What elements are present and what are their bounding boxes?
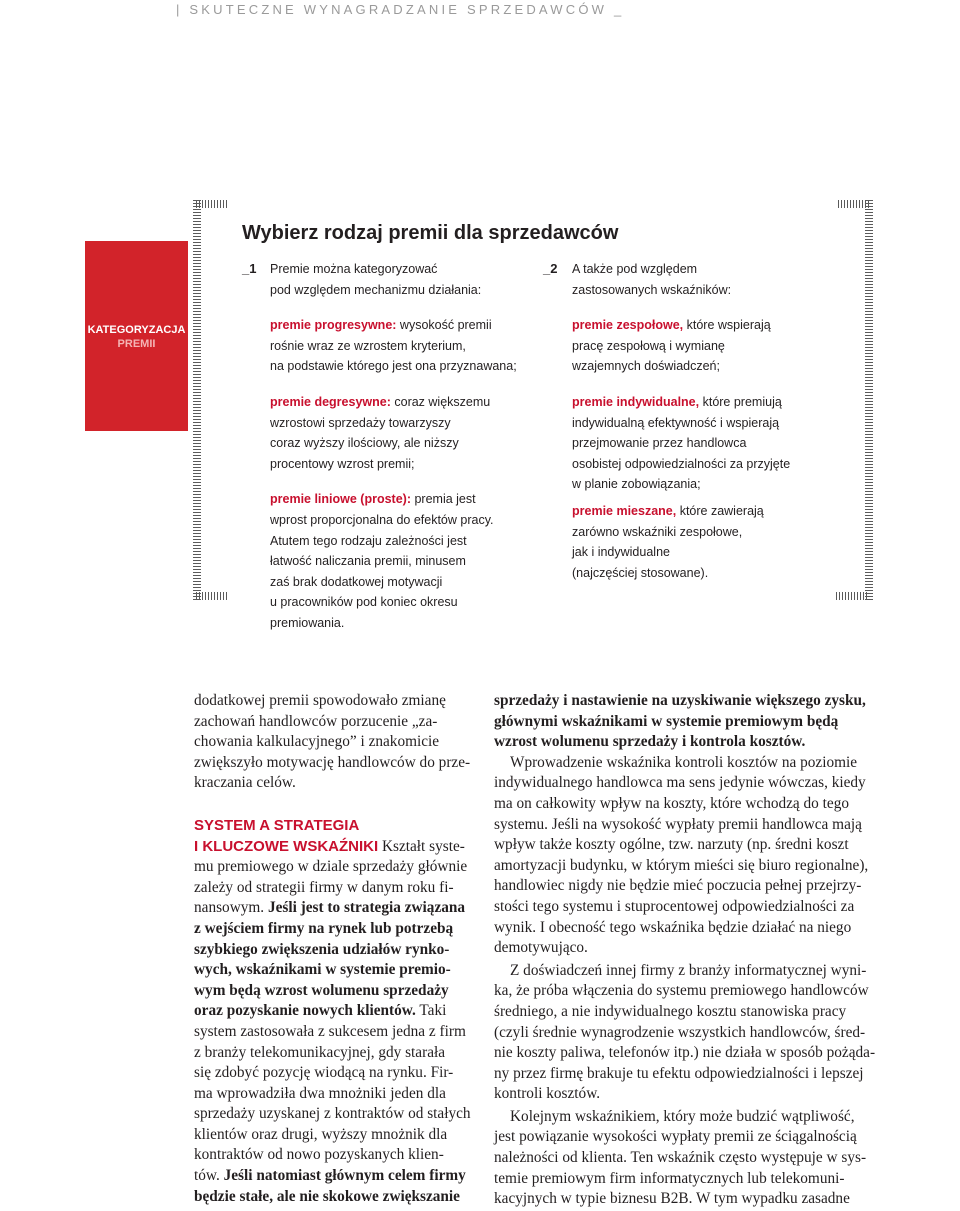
text-line: tów.	[194, 1167, 224, 1185]
item-line: u pracowników pod koniec okresu	[270, 595, 458, 610]
col2-item-zespolowe	[572, 315, 832, 336]
col2-intro-2: zastosowanych wskaźników:	[572, 282, 732, 297]
bold-text: oraz pozyskanie nowych klientów.	[194, 1002, 416, 1020]
section-title: I KLUCZOWE WSKAŹNIKI	[194, 837, 379, 855]
bold-text: wzrost wolumenu sprzedaży i kontrola kosztów.	[494, 733, 806, 751]
bold-text: będzie stałe, ale nie skokowe zwiększanie	[194, 1187, 460, 1205]
left-section	[194, 816, 476, 1207]
text-line: systemu. Jeśli na wysokość wypłaty premii handlowca mają	[494, 815, 862, 833]
box-col-1	[270, 259, 535, 634]
box-col-2	[572, 259, 832, 583]
text-line: nie koszty paliwa, telefonów itp.) nie działa w sposób pożąda-	[494, 1044, 876, 1062]
right-paragraph-1	[494, 691, 876, 753]
bold-text: szybkiego zwiększenia udziałów rynko-	[194, 940, 450, 958]
item-line: wzajemnych doświadczeń;	[572, 359, 720, 374]
item-text: które wspierają	[683, 318, 771, 333]
right-paragraph-2	[494, 753, 876, 959]
item-text: wysokość premii	[396, 318, 492, 333]
col1-item-progresywne	[270, 315, 535, 336]
right-paragraph-4	[494, 1107, 876, 1210]
item-text: coraz większemu	[390, 394, 491, 409]
text-line: kacyjnych w typie biznesu B2B. W tym wypadku zasadne	[494, 1190, 850, 1208]
body-column-left	[194, 691, 476, 1207]
text-line: zachowań handlowców porzucenie „za-	[194, 712, 438, 730]
text-line: Z doświadczeń innej firmy z branży informatycznej wyni-	[510, 961, 867, 979]
text-line: chowania kalkulacyjnego” i znakomicie	[194, 733, 440, 751]
text-line: zwiększyło motywację handlowców do prze-	[194, 753, 471, 771]
text-line: należności od klienta. Ten wskaźnik często występuje w sys-	[494, 1149, 867, 1167]
item-line: zarówno wskaźniki zespołowe,	[572, 524, 743, 539]
text-line: nansowym.	[194, 899, 268, 917]
col2-item-indywidualne	[572, 392, 832, 413]
item-label: premie progresywne:	[270, 318, 397, 333]
text-line: wynik. I obecność tego wskaźnika będzie działać na niego	[494, 918, 852, 936]
text-line: ma wprowadziła dwa mnożniki jeden dla	[194, 1084, 446, 1102]
bold-text: głównymi wskaźnikami w systemie premiowym będą	[494, 712, 839, 730]
text-line: dodatkowej premii spowodowało zmianę	[194, 692, 446, 709]
text-line: Taki	[415, 1002, 447, 1020]
col1-intro-2: pod względem mechanizmu działania:	[270, 282, 482, 297]
text-line: stości tego systemu i stuprocentowej odpowiedzialności za	[494, 897, 855, 915]
text-line: kontraktów od nowo pozyskanych klien-	[194, 1146, 444, 1164]
item-line: wprost proporcjonalna do efektów pracy.	[270, 512, 494, 527]
text-line: system zastosowała z sukcesem jedna z firm	[194, 1022, 466, 1040]
text-line: wpływ także koszty ogólne, tzw. narzuty (np. średni koszt	[494, 836, 849, 854]
col1-intro-1: Premie można kategoryzować	[270, 262, 438, 276]
text-line: (czyli średnie wynagrodzenie wszystkich handlowców, śred-	[494, 1023, 866, 1041]
text-line: kraczania celów.	[194, 774, 296, 792]
col1-item-degresywne	[270, 392, 535, 413]
bold-text: wym będą wzrost wolumenu sprzedaży	[194, 981, 449, 999]
item-line: Atutem tego rodzaju zależności jest	[270, 533, 467, 548]
item-line: jak i indywidualne	[572, 545, 670, 560]
tab-line-1: KATEGORYZACJA	[87, 324, 186, 336]
item-line: łatwość naliczania premii, minusem	[270, 554, 466, 569]
frame-left	[193, 200, 201, 600]
box-title: Wybierz rodzaj premii dla sprzedawców	[242, 222, 619, 244]
text-line: Kształt syste-	[378, 837, 465, 855]
bold-text: z wejściem firmy na rynek lub potrzebą	[194, 919, 454, 937]
col1-number: _1	[242, 261, 257, 276]
bold-text: sprzedaży i nastawienie na uzyskiwanie większego zysku,	[494, 692, 866, 709]
item-text: które premiują	[699, 394, 782, 409]
col2-intro-1: A także pod względem	[572, 262, 698, 276]
item-line: wzrostowi sprzedaży towarzyszy	[270, 415, 451, 430]
col2-number: _2	[543, 261, 558, 276]
item-line: na podstawie którego jest ona przyznawana;	[270, 359, 517, 374]
item-text: które zawierają	[676, 503, 764, 518]
text-line: temie premiowym firm informatycznych lub telekomuni-	[494, 1169, 845, 1187]
item-line: coraz wyższy ilościowy, ale niższy	[270, 436, 459, 451]
text-line: demotywująco.	[494, 939, 588, 957]
category-tab-label	[85, 323, 188, 351]
text-line: kontroli kosztów.	[494, 1085, 601, 1103]
item-line: indywidualną efektywność i wspierają	[572, 415, 780, 430]
item-line: osobistej odpowiedzialności za przyjęte	[572, 456, 791, 471]
text-line: klientów oraz drugi, wyższy mnożnik dla	[194, 1125, 448, 1143]
left-paragraph-1	[194, 691, 476, 794]
text-line: sprzedaży uzyskanej z kontraktów od stałych	[194, 1105, 471, 1123]
text-line: handlowiec nigdy nie będzie mieć poczucia pełnej przejrzy-	[494, 877, 862, 895]
item-line: procentowy wzrost premii;	[270, 456, 415, 471]
item-line: w planie zobowiązania;	[572, 477, 701, 492]
bold-text: wych, wskaźnikami w systemie premio-	[194, 961, 451, 979]
col1-item-liniowe	[270, 489, 535, 510]
item-line: premiowania.	[270, 615, 345, 630]
item-label: premie mieszane,	[572, 503, 677, 518]
item-line: przejmowanie przez handlowca	[572, 436, 747, 451]
text-line: Kolejnym wskaźnikiem, który może budzić wątpliwość,	[510, 1107, 855, 1125]
text-line: ma on całkowity wpływ na koszty, które wchodzą do tego	[494, 794, 849, 812]
section-title: SYSTEM A STRATEGIA	[194, 816, 360, 834]
text-line: indywidualnego handlowca ma sens jedynie wówczas, kiedy	[494, 774, 866, 792]
right-paragraph-3	[494, 961, 876, 1105]
item-line: rośnie wraz ze wzrostem kryterium,	[270, 338, 466, 353]
running-header: | SKUTECZNE WYNAGRADZANIE SPRZEDAWCÓW _	[176, 2, 625, 17]
text-line: Wprowadzenie wskaźnika kontroli kosztów na poziomie	[510, 753, 858, 771]
text-line: zależy od strategii firmy w danym roku fi-	[194, 878, 454, 896]
body-column-right	[494, 691, 876, 1210]
frame-right	[865, 200, 873, 600]
text-line: mu premiowego w dziale sprzedaży głównie	[194, 858, 468, 876]
item-line: (najczęściej stosowane).	[572, 565, 709, 580]
item-line: zaś brak dodatkowej motywacji	[270, 574, 443, 589]
frame-bottom-right	[836, 592, 869, 600]
bold-text: Jeśli natomiast głównym celem firmy	[223, 1167, 466, 1185]
text-line: jest powiązanie wysokości wypłaty premii ze ściągalnością	[494, 1128, 857, 1146]
text-line: amortyzacji budynku, w którym mieści się biuro regionalne),	[494, 856, 869, 874]
text-line: się zdobyć pozycję wiodącą na rynku. Fir-	[194, 1064, 454, 1082]
bold-text: Jeśli jest to strategia związana	[267, 899, 466, 917]
frame-bottom-left	[196, 592, 229, 600]
text-line: średniego, a nie indywidualnego kosztu stanowiska pracy	[494, 1002, 847, 1020]
text-line: ka, że próba włączenia do systemu premiowego handlowców	[494, 982, 869, 1000]
text-line: z branży telekomunikacyjnej, gdy starała	[194, 1043, 446, 1061]
tab-line-2: PREMII	[117, 338, 156, 350]
item-label: premie degresywne:	[270, 394, 391, 409]
item-label: premie liniowe (proste):	[270, 492, 411, 507]
text-line: ny przez firmę brakuje tu efektu odpowiedzialności i lepszej	[494, 1064, 864, 1082]
item-label: premie zespołowe,	[572, 318, 684, 333]
item-text: premia jest	[411, 492, 476, 507]
item-label: premie indywidualne,	[572, 394, 700, 409]
item-line: pracę zespołową i wymianę	[572, 338, 725, 353]
col2-item-mieszane	[572, 501, 832, 522]
